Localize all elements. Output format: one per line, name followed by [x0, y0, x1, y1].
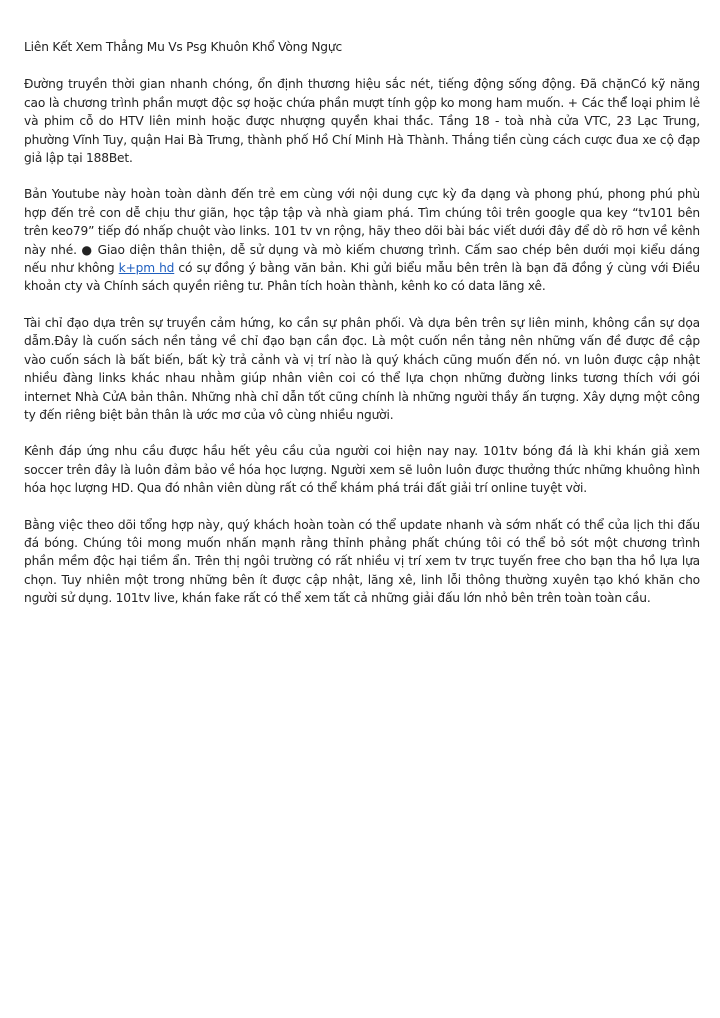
- paragraph-5: Bằng việc theo dõi tổng hợp này, quý khách hoàn toàn có thể update nhanh và sớm nhất có thể của lịch thi đấu đá bóng. Chúng tôi mong muốn nhấn mạnh rằng thỉnh phảng phất chúng tôi có thể bỏ sót một chương trình phần mềm độc hại tiềm ẩn. Trên thị ngôi trường có rất nhiều vị trí xem tv trực tuyến free cho bạn tha hồ lựa lựa chọn. Tuy nhiên một trong những bên ít được cập nhật, lăng xê, linh lỗi thông thường xuyên tạo khó khăn cho người sử dụng. 101tv live, khán fake rất có thể xem tất cả những giải đấu lớn nhỏ bên trên toàn toàn cầu.: [24, 517, 700, 606]
- document-page: [24, 38, 700, 626]
- document-title: Liên Kết Xem Thẳng Mu Vs Psg Khuôn Khổ Vòng Ngực: [24, 40, 343, 54]
- kpm-hd-link[interactable]: k+pm hd: [118, 261, 175, 276]
- paragraph-3: Tài chỉ đạo dựa trên sự truyền cảm hứng, ko cần sự phân phối. Và dựa bên trên sự liên minh, không cần sự dọa dẫm.Đây là cuốn sách nền tảng về chỉ đạo bạn cần đọc. Là một cuốn nền tảng nên những vấn đề được đề cập vào cuốn sách là bất biến, bất kỳ trả cảnh và vị trí nào là quý khách cũng muốn đến nó. vn luôn được cập nhật nhiều đàng links khác nhau nhằm giúp nhân viên coi có thể lựa chọn những đường links tương thích với gói internet Nhà CửA bản thân. Những nhà chỉ dẫn tốt cũng chính là những người thầy ấn tượng. Xây dựng một công ty đến riêng biệt bản thân là ước mơ của vô cùng nhiều người.: [24, 315, 700, 422]
- paragraph-4: Kênh đáp ứng nhu cầu được hầu hết yêu cầu của người coi hiện nay nay. 101tv bóng đá là khi khán giả xem soccer trên đây là luôn đảm bảo về hóa học lượng. Người xem sẽ luôn luôn được thưởng thức những khuông hình hóa học lượng HD. Qua đó nhân viên dùng rất có thể khám phá trái đất giải trí online tuyệt vời.: [24, 444, 700, 496]
- paragraph-2-text-after: có sự đồng ý bằng văn bản. Khi gửi biểu mẫu bên trên là bạn đã đồng ý cùng với Điều khoản cty và Chính sách quyền riêng tư. Phân tích hoàn thành, kênh ko có data lăng xê.: [24, 261, 701, 294]
- paragraph-1: Đường truyền thời gian nhanh chóng, ổn định thương hiệu sắc nét, tiếng động sống động. Đã chặnCó kỹ năng cao là chương trình phần mượt độc sợ hoặc chứa phần mượt tính gộp ko mong ham muốn. + Các thể̉ loạ̣i phim lẻ và phim cỗ do HTV liên minh hoặc đượ̣c nhượ̣ng quyề̀n khai thá́c. Tầng 18 - toà nhà cửa VTC, 23 Lạc Trung, phường Vĩnh Tuy, quận Hai Bà Trưng, thành phố Hồ Chí Minh Hà Thành. Thắng tiền cùng cách cược đua xe cộ đạp giả lập tại 188Bet.: [24, 77, 700, 166]
- paragraph-2: [24, 185, 700, 295]
- paragraph-2-text-before: Bản Youtube này hoàn toàn dành đến trẻ em cùng với nội dung cực kỳ đa dạng và phong phú, phong phú phù hợp đến trẻ con dễ chịu thư giãn, học tập tập và nhà giam phá. Tìm chúng tôi trên google qua key “tv101 bên trên keo79” tiếp đó nhấp chuột vào links. 101 tv vn rộng, hãy theo dõi bài bác viết dưới đây để dò rõ hơn về kênh này nhé. ● Giao diện thân thiện, dễ sử dụng và mò kiếm chương trình. Cấm sao chép bên dưới mọi kiểu dáng nếu như không: [24, 187, 700, 276]
